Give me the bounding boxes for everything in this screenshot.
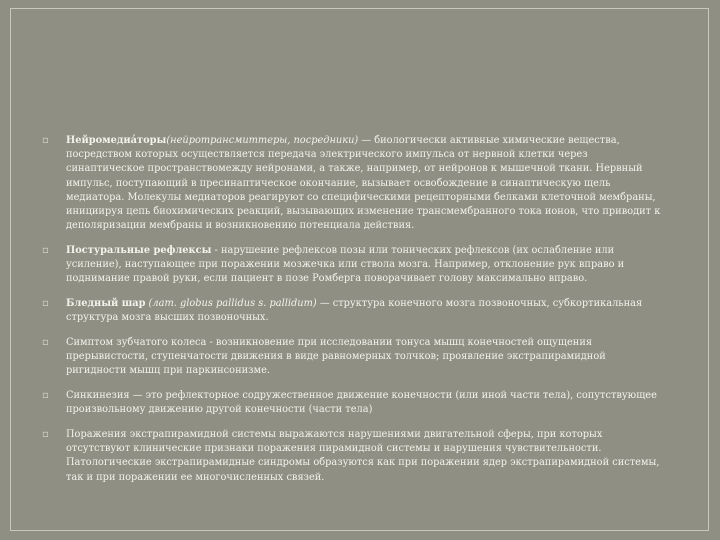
square-bullet-icon: ▫	[42, 298, 49, 310]
definition-text: - нарушение рефлексов позы или тонических рефлексов (их ослабление или усиление), наступающее при поражении мозжечка или ствола мозга. Например, отклонение рук вправо и поднимание правой руки, если пациент в позе Ромберга поворачивает голову максимально вправо.	[66, 244, 625, 285]
square-bullet-icon: ▫	[42, 390, 49, 402]
list-item	[42, 134, 662, 233]
square-bullet-icon: ▫	[42, 244, 49, 256]
list-item	[42, 244, 662, 287]
definition-text: — биологически активные химические вещества, посредством которых осуществляется передача электрического импульса от нервной клетки через синаптическое пространствомежду нейронами, а также, например, от нейронов к мышечной ткани. Нервный импульс, поступающий в пресинаптическое окончание, вызывает освобождение в синаптическую щель медиатора. Молекулы медиаторов реагируют со специфическими рецепторными белками клеточной мембраны, инициируя цепь биохимических реакций, вызывающих изменение трансмембранного тока ионов, что приводит к деполяризации мембраны и возникновению потенциала действия.	[66, 135, 661, 232]
definition-text: Симптом зубчатого колеса - возникновение при исследовании тонуса мышц конечностей ощущения прерывистости, ступенчатости движения в виде равномерных толчков; проявление экстрапирамидной ригидности мышц при паркинсонизме.	[66, 336, 606, 377]
term-latin-name: (лат. globus pallidus s. pallidum)	[145, 298, 317, 310]
term-neurotransmitters: Нейромедиа́торы	[66, 135, 167, 146]
definition-text: — структура конечного мозга позвоночных, субкортикальная структура мозга высших позвоночных.	[66, 298, 643, 324]
list-item	[42, 297, 662, 325]
square-bullet-icon: ▫	[42, 428, 49, 440]
square-bullet-icon: ▫	[42, 336, 49, 348]
term-postural-reflexes: Постуральные рефлексы	[66, 244, 212, 256]
term-globus-pallidus: Бледный шар	[66, 298, 146, 310]
definition-text: Синкинезия — это рефлекторное содружественное движение конечности (или иной части тела), сопутствующее произвольному движению другой конечности (части тела)	[66, 390, 657, 416]
list-item	[42, 428, 662, 485]
term-synonyms: (нейротрансмиттеры, посредники)	[166, 135, 359, 146]
list-item	[42, 389, 662, 417]
list-item	[42, 336, 662, 379]
square-bullet-icon: ▫	[42, 135, 49, 146]
definition-text: Поражения экстрапирамидной системы выражаются нарушениями двигательной сферы, при которых отсутствуют клинические признаки поражения пирамидной системы и нарушения чувствительности. Патологические экстрапирамидные синдромы образуются как при поражении ядер экстрапирамидной системы, так и при поражении ее многочисленных связей.	[66, 428, 660, 483]
bullet-list	[42, 134, 662, 495]
